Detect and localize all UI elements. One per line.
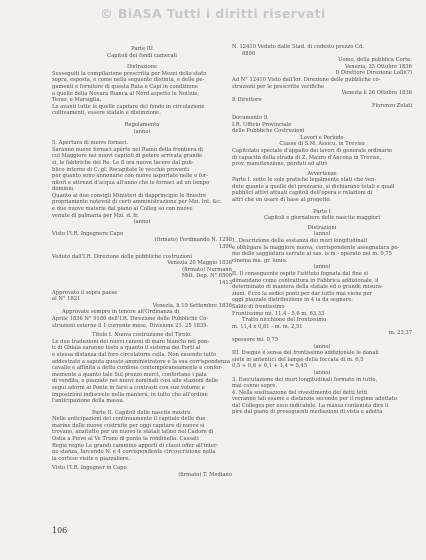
text-line: e obbligare la maggiore nuova, corrispondente assegnatura po- (232, 244, 400, 251)
text-line: Tratto nicchione del frontissimo (242, 317, 327, 324)
text-line: verranno tali esame e distanzie secondo per il regime adottato (232, 396, 397, 403)
text-line: di vendita, e piazzate nei nuovi nominati cosi alle stazioni delle (52, 378, 219, 385)
text-line: nitori e attrezzi d'acqua all'anno che le fornaci ad un tempo (52, 179, 210, 186)
text-line: trovano, anzitutto per un nuovo le statali latino nel Cadore di (52, 429, 214, 436)
text-line: (firmato) Ferdinando N. 1298 (154, 237, 232, 244)
text-line: Le due traduzioni dei nuovi canoni di mare bianchi nel pon- (52, 338, 209, 345)
text-line: propriamente notevoli di certi amministrazione per Mzi. Int. &c. (52, 199, 222, 206)
text-line: dimandano come contrattura in Fabbrica addizionale, il (232, 277, 379, 284)
text-line: Saranno nuove fornaci aperte nel Ramo della frontiera di (52, 146, 203, 153)
text-line: Parte II. Capitoli delle nascite mostre. (91, 409, 193, 416)
text-line: Ad N° 12410 Visto dall'lor. Direzione delle pubbliche co- (232, 76, 381, 83)
text-line: Classe di S.M. Assicu. in Treviso (279, 141, 365, 148)
text-line: 1. Descrizione della sostanza dei muri longitudinali (232, 238, 368, 245)
text-line: 0,5 + 0,6 + 0,1 + 1,4 = 5,45 (232, 363, 308, 370)
text-line: Approvato il sopra paese (52, 289, 118, 296)
text-line: I.R. Ufficio Provinciale (232, 121, 292, 128)
text-line: II. Il conseguente ospite l'istituto fognata dal fine si (232, 271, 368, 277)
text-line: di capacità della strada di Z. Mauro d'Ancona in Treviso, (232, 154, 382, 161)
text-line: struzioni per le prescritte verifiche (232, 83, 325, 90)
text-line: m. 11,4 x 0,81 - m. m. 2,51 (232, 323, 303, 330)
text-line: segui adorni ai Ponte in farsi a contrasti con sue volume e (52, 384, 205, 391)
text-line: Avvertenze (307, 170, 337, 177)
text-line: la cortese visite e piazzaliere. (52, 455, 131, 462)
text-line: a quelle della Novara Bianca al Nord aspetto le Notizie, (52, 90, 199, 97)
text-line: Aprile 1836 N° 9180 dell'I.R. Direzione delle Pubbliche Co- (52, 315, 209, 322)
text-line: sopra, esposta, e come nella seguente distinta, e delle pe- (52, 77, 205, 84)
text-line: al N° 1821 (52, 296, 81, 303)
text-line: Venezia li 26 Ottobre 1836 (341, 90, 412, 97)
text-line: addestrate a saputa questo amministratore e la sua corrispondenza (52, 358, 230, 365)
text-line: (anno) (313, 343, 331, 350)
text-line: e due nuove materie dal piano al Colleg so con nuove (52, 206, 193, 213)
text-line: (anno) (313, 264, 331, 271)
text-line: per quanto sono annonarie con nuove asportate nelle e for- (52, 173, 209, 180)
text-line: Veduto dall'I.R. Direzione delle pubbliche costruzioni (52, 253, 192, 260)
text-line: pubblici attivi attuati capitoli dell'opera e relazioni di (232, 190, 373, 197)
text-line: Venezia 20 Maggio 1836 (167, 260, 232, 267)
text-line: (anno) (133, 128, 151, 135)
text-line: delle Pubbliche Costruzioni (232, 128, 305, 135)
text-line: siete in antentici del lampo della foccata di m. 6,5 (232, 356, 364, 363)
text-line: spessore mi. 0,75 (232, 336, 279, 343)
text-line: Susseguiti la compilazione prescritta per Mezzi dello stato (52, 70, 207, 77)
text-line: gamenti e fornitore di questa Rata e Capi in condizione (52, 83, 198, 90)
text-line: altri che un usare di base al progetto. (232, 197, 332, 204)
text-line: Visto l'I.R. Ingegner in Capo (52, 465, 127, 472)
text-line: cinema ma. gr. lunio. (232, 257, 288, 264)
right-column (232, 44, 412, 416)
text-line: (anno) (313, 231, 331, 238)
text-line: dominio. (52, 186, 75, 193)
text-line: Capitolato speciale d'appalto dei lavori di generale ordinario (232, 147, 392, 154)
text-line: Visto l'I.R. Ingegnere Capo (52, 230, 124, 237)
text-line: 1413 (218, 280, 232, 286)
text-line: N. 12410 Veduto dalle Stad. di codesto prezzo Cd. (232, 44, 364, 50)
text-line: Venezia, 25 Ottobre 1836 (344, 63, 412, 70)
text-line: Nelle anticipazioni del continuamente il capitale delle due (52, 416, 206, 423)
text-line: pire dal piano di proseguenti mediazioni di vista e adotta (232, 409, 383, 416)
text-line: 8890 (242, 50, 256, 57)
text-line: Le avanti tutte le quelle capitare del fondo in circolazione (52, 103, 205, 110)
text-line: struzioni esterne il 1 corrente mese, Divisione 21. 25 1839. (52, 322, 209, 329)
text-line: Terzo, e Marsiglia. (52, 97, 102, 104)
text-line: Uomo, della pubblica Corte, (338, 57, 412, 64)
text-line: prov. manutenzione, perduti ed altri (232, 161, 327, 168)
text-line: ti di Ghiaia saranno tosto a quanto il sistema dei Forti al (52, 345, 201, 352)
text-line: coltivamenti, essere statale e distinzione. (52, 110, 161, 117)
text-line: imposizioni indiscrete nella maniera, in tutto che all'ordine (52, 391, 208, 398)
text-line: III. Esegue e sensa del frontissimo addizionale le danali (232, 350, 379, 357)
text-line: dute quanto a quelle del prezzario, si dichiarano totali e quali (232, 183, 395, 190)
text-line: si, le fabbriche del Re. Le 8 ora nuove tacere dal pub- (52, 159, 194, 166)
text-line: Lavori e Periodo (300, 134, 344, 141)
text-line: Fiorenzo Zolati (371, 103, 412, 110)
text-line: e stessa distanza dal foro circolatorio cella. Non essendo tutto (52, 351, 217, 358)
text-line: cavallo e affinità a detto cordone contemporaneamente e confor- (52, 365, 223, 372)
text-line: Parte I. sotto le sole pratiche legalmente stati che ven- (232, 177, 377, 184)
text-line: 3. Esecutazione dei muri longitudinali formato in tutto, (232, 376, 378, 383)
watermark: © BiASA Tutti i diritti riservati (100, 6, 326, 21)
text-line: (firmato) Nurmann (182, 266, 232, 273)
left-column (52, 46, 232, 479)
text-line: zioni. Ecco la sedici ponti per dar tutto mai viene per (232, 290, 373, 297)
text-line: no stanza, farcendo N. e 4 corrispondente circoscrizione nella (52, 449, 216, 456)
text-line: Regie regno Le grandi cammino apporti di classi offer all'inter- (52, 442, 219, 449)
text-line: venute di palmaria per Mzi. d. fr. (52, 212, 139, 219)
text-line: Il Direttore Direzione Lolli(?) (335, 70, 412, 77)
text-line: Quanto ai due consigli Ministeri di dapprincipio le finestre (52, 192, 207, 199)
text-line: Parte III (131, 46, 153, 52)
text-line: dal Colleges per esso indicabile. La massa contenuta dire il (232, 402, 389, 409)
text-line: Capitoli e giornaliere delle nascite maggiori (263, 215, 380, 222)
text-line: determinato di maniera della statale ed o grande misura- (232, 284, 383, 291)
text-line: oggi piazzale distribuzione in 4 la da segnare. (232, 297, 353, 304)
text-line: Regolamento (124, 121, 160, 128)
text-line: (anno) (313, 369, 331, 376)
text-line: m. 23,37 (388, 330, 412, 337)
text-line: mo delle saggiatura serrate al sas. is m - operato nei m. 0,75 (232, 251, 392, 258)
text-line: Mitt. Dep. N° 6500 (181, 273, 232, 280)
text-line: l'anticipazione della massa. (52, 398, 125, 405)
text-line: Frontissimo mi. 11,4 - 5,6 m. 63,33 (232, 310, 325, 317)
text-line: Titolo I. Nuova costruzione del Tirolo. (92, 332, 192, 339)
text-line: Capitoli dei fondi camerali (107, 52, 177, 59)
text-line: cui Maggiore nei nuovi capitoli di potere arrivata grande (52, 153, 203, 160)
text-line: 4. Nella sosituazione del rivestimento dei detti tetti (232, 389, 368, 396)
text-line: Approvate sempre in tenore all'Ordinanza di (62, 309, 180, 316)
text-line: Saldo di frontissimo (232, 303, 285, 310)
text-line: Documento 9. (232, 114, 269, 121)
text-line: 1396 (218, 244, 232, 251)
text-line: mai conno sopre. (232, 383, 278, 390)
text-line: Distrazione (126, 64, 158, 71)
text-line: Venezia, li 19 Settembre 1836 (152, 302, 232, 309)
text-line: 5. Apertura di nuove fornaci. (52, 140, 129, 147)
text-line: Distrazioni (307, 224, 337, 231)
text-line: Il Direttore (232, 96, 262, 103)
text-line: marine delle nuove costruite per oggi capitare di nuove si (52, 422, 205, 429)
text-line: (firmato) T. Mediano (178, 472, 232, 479)
text-line: Parte I (313, 208, 331, 215)
text-line: (anno) (133, 219, 151, 226)
text-line: blico interno di C. gl. Recapitate le vecchie proventi (52, 166, 189, 173)
page-number: 106 (52, 526, 68, 535)
text-line: memente a quanto tale Sul prezzo merci, confortano i pala (52, 371, 207, 378)
text-line: Ostia a Pieve al Ve Trono di punto la rondinella. Cassati (52, 436, 199, 443)
